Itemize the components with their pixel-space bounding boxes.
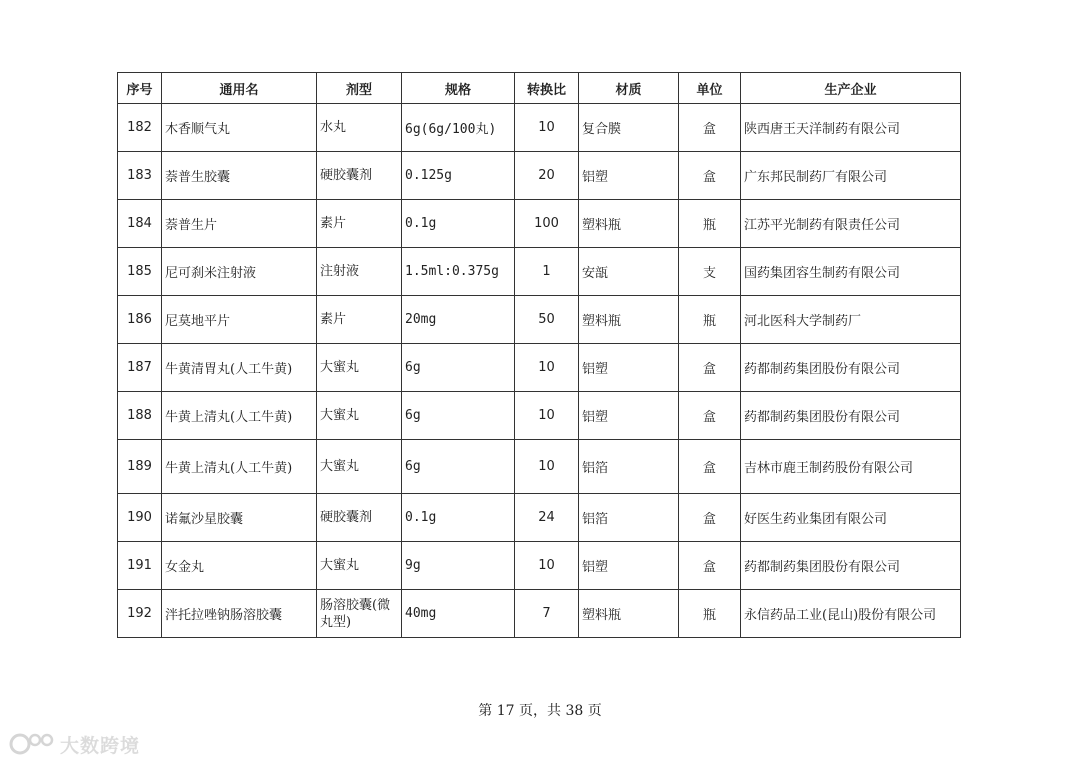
table-row xyxy=(118,152,961,200)
cell-ratio: 100 xyxy=(515,200,579,248)
cell-ratio: 10 xyxy=(515,542,579,590)
cell-spec: 9g xyxy=(402,542,515,590)
cell-material: 铝塑 xyxy=(579,152,679,200)
cell-no: 185 xyxy=(118,248,162,296)
cell-unit: 盒 xyxy=(679,152,741,200)
header-material: 材质 xyxy=(579,73,679,104)
table-row xyxy=(118,248,961,296)
cell-form: 大蜜丸 xyxy=(317,542,402,590)
cell-form: 大蜜丸 xyxy=(317,392,402,440)
cell-form: 素片 xyxy=(317,296,402,344)
cell-ratio: 10 xyxy=(515,392,579,440)
cell-no: 182 xyxy=(118,104,162,152)
cell-unit: 盒 xyxy=(679,344,741,392)
cell-ratio: 10 xyxy=(515,104,579,152)
watermark xyxy=(8,728,148,760)
table-row xyxy=(118,296,961,344)
header-form: 剂型 xyxy=(317,73,402,104)
cell-name: 木香顺气丸 xyxy=(162,104,317,152)
table-row xyxy=(118,494,961,542)
cell-material: 铝塑 xyxy=(579,542,679,590)
cell-spec: 6g(6g/100丸) xyxy=(402,104,515,152)
cell-company: 药都制药集团股份有限公司 xyxy=(741,392,961,440)
header-no: 序号 xyxy=(118,73,162,104)
cell-unit: 瓶 xyxy=(679,296,741,344)
cell-unit: 瓶 xyxy=(679,590,741,638)
cell-company: 永信药品工业(昆山)股份有限公司 xyxy=(741,590,961,638)
cell-company: 国药集团容生制药有限公司 xyxy=(741,248,961,296)
cell-form: 大蜜丸 xyxy=(317,344,402,392)
cell-unit: 盒 xyxy=(679,542,741,590)
cell-form: 硬胶囊剂 xyxy=(317,494,402,542)
cell-material: 铝箔 xyxy=(579,494,679,542)
cell-name: 牛黄上清丸(人工牛黄) xyxy=(162,392,317,440)
cell-spec: 0.125g xyxy=(402,152,515,200)
cell-ratio: 10 xyxy=(515,344,579,392)
cell-spec: 1.5ml:0.375g xyxy=(402,248,515,296)
drug-table xyxy=(117,72,961,638)
cell-material: 铝箔 xyxy=(579,440,679,494)
cell-material: 安瓿 xyxy=(579,248,679,296)
cell-company: 江苏平光制药有限责任公司 xyxy=(741,200,961,248)
cell-spec: 20mg xyxy=(402,296,515,344)
cell-name: 牛黄上清丸(人工牛黄) xyxy=(162,440,317,494)
cell-spec: 6g xyxy=(402,344,515,392)
cell-spec: 6g xyxy=(402,392,515,440)
cell-name: 诺氟沙星胶囊 xyxy=(162,494,317,542)
cell-material: 塑料瓶 xyxy=(579,200,679,248)
cell-ratio: 7 xyxy=(515,590,579,638)
cell-name: 尼莫地平片 xyxy=(162,296,317,344)
cell-material: 复合膜 xyxy=(579,104,679,152)
table-row xyxy=(118,590,961,638)
cell-unit: 盒 xyxy=(679,392,741,440)
table-row xyxy=(118,344,961,392)
cell-no: 192 xyxy=(118,590,162,638)
header-spec: 规格 xyxy=(402,73,515,104)
table-row xyxy=(118,200,961,248)
cell-unit: 支 xyxy=(679,248,741,296)
cell-material: 塑料瓶 xyxy=(579,590,679,638)
watermark-logo-icon xyxy=(8,731,54,757)
page-number: 第 17 页，共 38 页 xyxy=(478,703,602,719)
cell-material: 塑料瓶 xyxy=(579,296,679,344)
cell-unit: 盒 xyxy=(679,440,741,494)
header-name: 通用名 xyxy=(162,73,317,104)
cell-company: 陕西唐王天洋制药有限公司 xyxy=(741,104,961,152)
cell-ratio: 20 xyxy=(515,152,579,200)
cell-no: 188 xyxy=(118,392,162,440)
cell-spec: 0.1g xyxy=(402,200,515,248)
cell-name: 牛黄清胃丸(人工牛黄) xyxy=(162,344,317,392)
cell-ratio: 1 xyxy=(515,248,579,296)
cell-name: 萘普生胶囊 xyxy=(162,152,317,200)
cell-material: 铝塑 xyxy=(579,344,679,392)
cell-no: 186 xyxy=(118,296,162,344)
cell-name: 萘普生片 xyxy=(162,200,317,248)
cell-company: 药都制药集团股份有限公司 xyxy=(741,344,961,392)
cell-material: 铝塑 xyxy=(579,392,679,440)
cell-name: 女金丸 xyxy=(162,542,317,590)
cell-ratio: 50 xyxy=(515,296,579,344)
cell-company: 好医生药业集团有限公司 xyxy=(741,494,961,542)
cell-ratio: 24 xyxy=(515,494,579,542)
cell-unit: 瓶 xyxy=(679,200,741,248)
cell-no: 183 xyxy=(118,152,162,200)
watermark-text: 大数跨境 xyxy=(60,734,141,757)
table-row xyxy=(118,542,961,590)
cell-name: 泮托拉唑钠肠溶胶囊 xyxy=(162,590,317,638)
cell-company: 广东邦民制药厂有限公司 xyxy=(741,152,961,200)
cell-form: 硬胶囊剂 xyxy=(317,152,402,200)
cell-no: 191 xyxy=(118,542,162,590)
cell-form: 素片 xyxy=(317,200,402,248)
cell-spec: 0.1g xyxy=(402,494,515,542)
cell-company: 河北医科大学制药厂 xyxy=(741,296,961,344)
cell-company: 吉林市鹿王制药股份有限公司 xyxy=(741,440,961,494)
table-row xyxy=(118,104,961,152)
cell-ratio: 10 xyxy=(515,440,579,494)
cell-spec: 6g xyxy=(402,440,515,494)
header-row xyxy=(118,73,961,104)
cell-company: 药都制药集团股份有限公司 xyxy=(741,542,961,590)
cell-no: 190 xyxy=(118,494,162,542)
cell-form: 注射液 xyxy=(317,248,402,296)
cell-no: 187 xyxy=(118,344,162,392)
cell-unit: 盒 xyxy=(679,494,741,542)
header-ratio: 转换比 xyxy=(515,73,579,104)
cell-unit: 盒 xyxy=(679,104,741,152)
cell-form: 水丸 xyxy=(317,104,402,152)
cell-spec: 40mg xyxy=(402,590,515,638)
cell-form: 大蜜丸 xyxy=(317,440,402,494)
table-row xyxy=(118,440,961,494)
cell-no: 184 xyxy=(118,200,162,248)
cell-form: 肠溶胶囊(微丸型) xyxy=(317,590,402,638)
cell-name: 尼可刹米注射液 xyxy=(162,248,317,296)
header-company: 生产企业 xyxy=(741,73,961,104)
header-unit: 单位 xyxy=(679,73,741,104)
table-row xyxy=(118,392,961,440)
cell-no: 189 xyxy=(118,440,162,494)
